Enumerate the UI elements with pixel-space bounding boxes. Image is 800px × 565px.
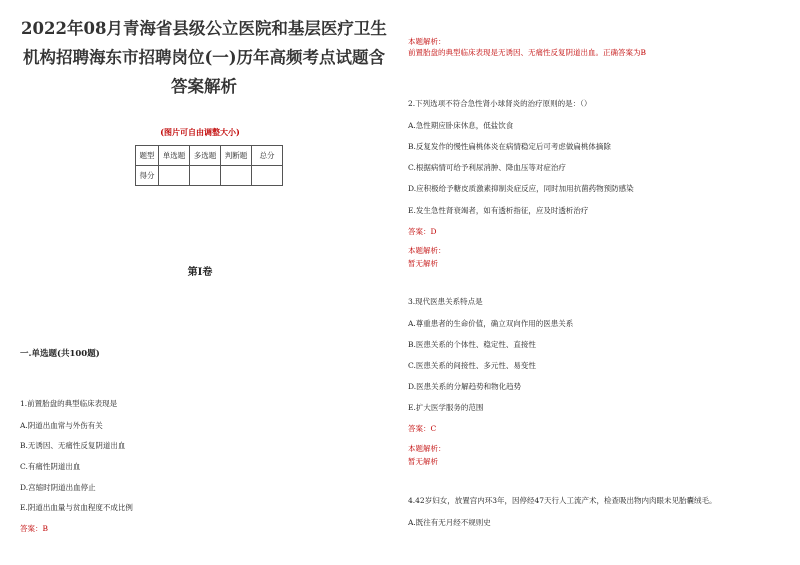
question-3-analysis-label: 本题解析：: [408, 444, 446, 453]
question-2-option-b: B.反复发作的慢性扁桃体炎在病情稳定后可考虑做扁桃体摘除: [408, 142, 611, 151]
score-header-multi: 多选题: [190, 146, 221, 166]
question-1-option-d: D.宫缩时阴道出血停止: [20, 483, 96, 492]
question-3-option-d: D.医患关系的分解趋势和物化趋势: [408, 382, 522, 391]
question-1-option-b: B.无诱因、无痛性反复阴道出血: [20, 441, 126, 450]
question-4-stem: 4.42岁妇女，放置宫内环3年，因停经47天行人工流产术，检查吸出物内肉眼未见胎囊绒毛。: [408, 496, 717, 505]
question-3-answer: 答案：C: [408, 424, 437, 433]
question-1-analysis-label: 本题解析：: [408, 37, 446, 46]
question-4-option-a: A.既往有无月经不规则史: [408, 518, 491, 527]
question-2-option-c: C.根据病情可给予利尿消肿、降血压等对症治疗: [408, 163, 566, 172]
question-2-option-e: E.发生急性肾衰竭者，如有透析指征，应及时透析治疗: [408, 206, 589, 215]
score-header-type: 题型: [136, 146, 159, 166]
question-2-analysis-text: 暂无解析: [408, 259, 438, 268]
question-3-stem: 3.现代医患关系特点是: [408, 297, 483, 306]
question-3-option-a: A.尊重患者的生命价值，确立双向作用的医患关系: [408, 319, 574, 328]
score-table-header-row: [136, 146, 283, 166]
score-table-score-row: [136, 166, 283, 186]
question-1-analysis-text: 前置胎盘的典型临床表现是无诱因、无痛性反复阴道出血。正确答案为B: [408, 48, 647, 57]
score-cell: [221, 166, 252, 186]
score-header-single: 单选题: [159, 146, 190, 166]
score-cell: [252, 166, 283, 186]
question-3-analysis-text: 暂无解析: [408, 457, 438, 466]
question-1-stem: 1.前置胎盘的典型临床表现是: [20, 399, 118, 408]
question-1-option-a: A.阴道出血常与外伤有关: [20, 421, 103, 430]
score-header-total: 总分: [252, 146, 283, 166]
question-3-option-b: B.医患关系的个体性、稳定性、直接性: [408, 340, 536, 349]
score-cell: [190, 166, 221, 186]
right-column: [400, 0, 800, 565]
score-row-label: 得分: [136, 166, 159, 186]
question-1-answer: 答案：B: [20, 524, 49, 533]
question-2-answer: 答案：D: [408, 227, 437, 236]
volume-heading: 第I卷: [187, 267, 213, 278]
question-2-stem: 2.下列选项不符合急性肾小球肾炎的治疗原则的是：（）: [408, 99, 592, 108]
question-3-option-c: C.医患关系的间接性、多元性、易变性: [408, 361, 536, 370]
score-table: [135, 145, 283, 186]
image-resize-note: (图片可自由调整大小): [160, 127, 240, 137]
section-heading: 一.单选题(共100题): [20, 349, 100, 359]
question-1-option-c: C.有痛性阴道出血: [20, 462, 81, 471]
question-1-option-e: E.阴道出血量与贫血程度不成比例: [20, 503, 133, 512]
question-2-option-d: D.应积极给予糖皮质激素抑制炎症反应，同时加用抗菌药物预防感染: [408, 184, 634, 193]
question-2-analysis-label: 本题解析：: [408, 246, 446, 255]
score-cell: [159, 166, 190, 186]
question-3-option-e: E.扩大医学服务的范围: [408, 403, 484, 412]
question-2-option-a: A.急性期应卧床休息，低盐饮食: [408, 121, 514, 130]
document-title: 2022年08月青海省县级公立医院和基层医疗卫生机构招聘海东市招聘岗位(一)历年高频考点试题含答案解析: [21, 19, 387, 96]
score-header-judge: 判断题: [221, 146, 252, 166]
